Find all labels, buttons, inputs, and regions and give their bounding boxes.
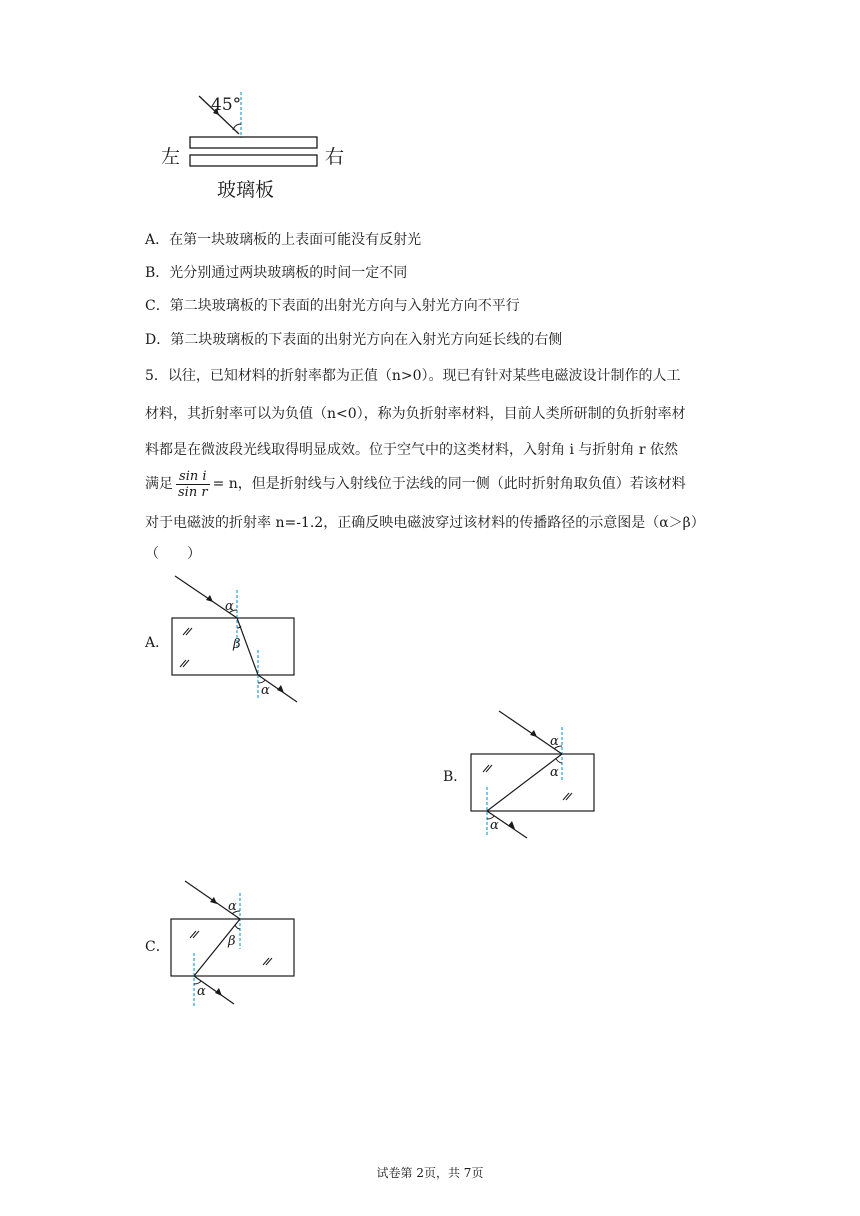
arrow-head [206, 595, 213, 602]
q4-option-c: C．第二块玻璃板的下表面的出射光方向与入射光方向不平行 [145, 298, 520, 314]
q5-line-2: 材料，其折射率可以为负值（n<0），称为负折射率材料，目前人类所研制的负折射率材 [145, 406, 686, 422]
angle-label: 45° [211, 95, 242, 115]
angle-beta: β [228, 934, 236, 949]
angle-alpha-bottom: α [261, 683, 270, 698]
q5-line-4-pre: 满足 [145, 476, 173, 492]
q5-line-6: （ ） [145, 546, 201, 562]
arrow-head [215, 988, 222, 996]
angle-arc [556, 759, 562, 763]
q5-line-3: 料都是在微波段光线取得明显成效。位于空气中的这类材料，入射角 i 与折射角 r 依然 [145, 442, 678, 458]
figure-glass-plates [155, 88, 365, 208]
glass-plate-2 [190, 155, 317, 166]
page-footer: 试卷第 2页，共 7页 [376, 1166, 484, 1180]
angle-alpha-top: α [225, 599, 234, 614]
diagram-c [165, 875, 305, 1015]
diagram-a-label: A． [145, 635, 170, 651]
glass-plate-1 [190, 137, 317, 148]
arrow-head [210, 897, 217, 904]
q4-option-d: D．第二块玻璃板的下表面的出射光方向在入射光方向延长线的右侧 [145, 332, 563, 348]
q4-option-a: A．在第一块玻璃板的上表面可能没有反射光 [145, 232, 422, 248]
q5-line-4 [145, 467, 686, 501]
arrow-head [277, 685, 284, 693]
angle-alpha-top: α [228, 899, 237, 914]
diagram-a [165, 570, 305, 710]
q4-option-b: B．光分别通过两块玻璃板的时间一定不同 [145, 265, 408, 281]
diagram-b-label: B． [443, 769, 468, 785]
fraction-denominator: sin r [178, 484, 208, 500]
angle-alpha-top: α [550, 734, 559, 749]
slab [471, 754, 594, 811]
refracted-ray [487, 754, 562, 811]
angle-alpha-bottom: α [490, 818, 499, 833]
right-label: 右 [325, 146, 345, 168]
q5-line-4-post: = n，但是折射线与入射线位于法线的同一侧（此时折射角取负值）若该材料 [212, 476, 686, 492]
fraction-numerator: sin i [176, 469, 210, 485]
angle-alpha-bottom: α [197, 984, 206, 999]
snell-fraction [176, 469, 210, 500]
q5-line-5: 对于电磁波的折射率 n=-1.2，正确反映电磁波穿过该材料的传播路径的示意图是（α＞β） [145, 515, 705, 531]
hatch-marks [180, 628, 192, 667]
left-label: 左 [161, 146, 181, 168]
angle-arc [235, 925, 240, 929]
diagram-b [465, 705, 605, 845]
angle-beta: β [233, 637, 241, 652]
diagram-c-label: C． [145, 939, 170, 955]
angle-alpha-inner: α [550, 765, 559, 780]
figure-caption: 玻璃板 [217, 179, 275, 201]
q5-line-1: 5．以往，已知材料的折射率都为正值（n>0）。现已有针对某些电磁波设计制作的人工 [145, 368, 681, 384]
